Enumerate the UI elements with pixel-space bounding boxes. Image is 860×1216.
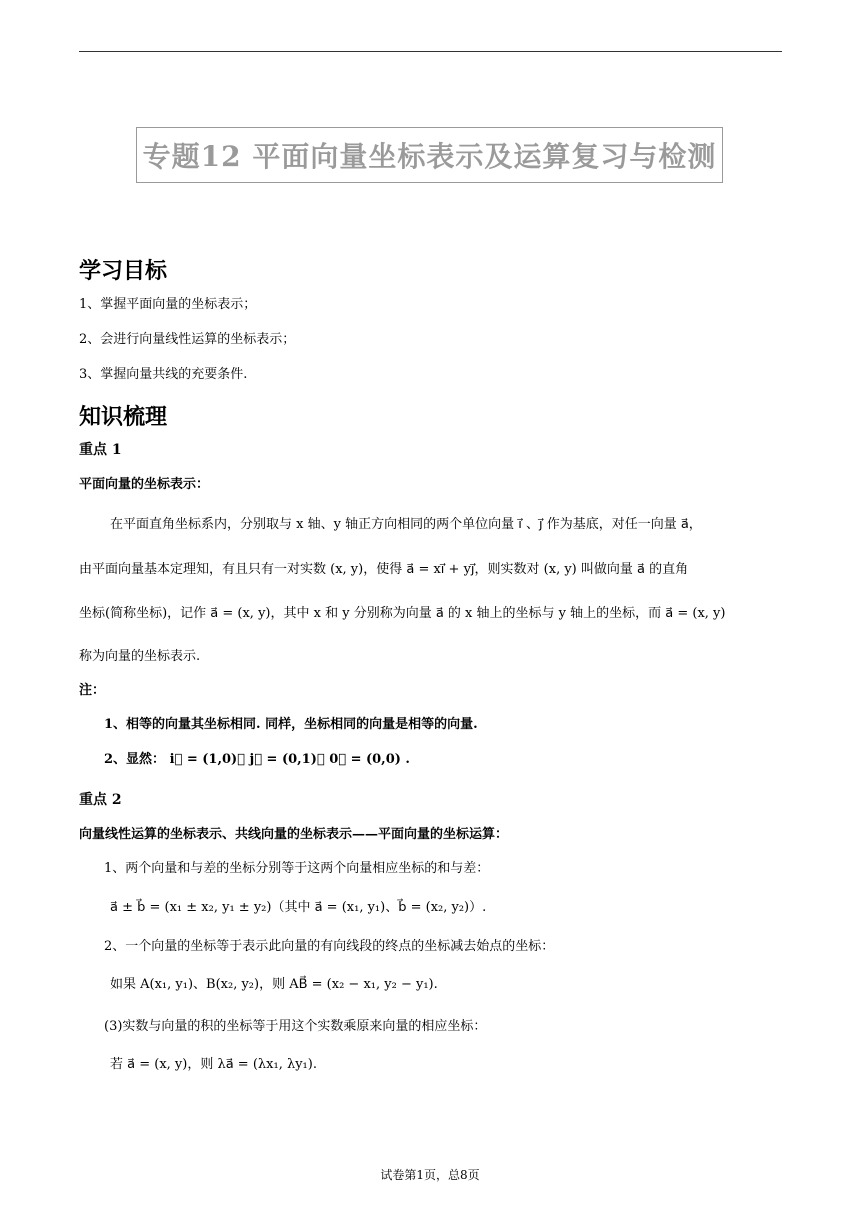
note-label: 注：	[79, 683, 106, 698]
kp2-item-1: 1、两个向量和与差的坐标分别等于这两个向量相应坐标的和与差：	[104, 861, 490, 876]
page-title: 专题12 平面向量坐标表示及运算复习与检测	[142, 140, 717, 173]
title-box	[136, 127, 723, 183]
kp2-item-3: (3)实数与向量的积的坐标等于用这个实数乘原来向量的相应坐标：	[104, 1019, 487, 1034]
goal-item: 3、掌握向量共线的充要条件.	[79, 367, 248, 382]
kp1-line-3: 坐标(简称坐标)，记作 a⃗ = (x, y)，其中 x 和 y 分别称为向量 a⃗ 的 x 轴上的坐标与 y 轴上的坐标，而 a⃗ = (x, y)	[79, 606, 726, 621]
kp2-item-2: 2、一个向量的坐标等于表示此向量的有向线段的终点的坐标减去始点的坐标：	[104, 939, 555, 954]
kp2-subheading: 向量线性运算的坐标表示、共线向量的坐标表示——平面向量的坐标运算：	[79, 827, 509, 842]
kp2-formula-2: 如果 A(x₁, y₁)、B(x₂, y₂)，则 AB⃗ = (x₂ − x₁, y₂ − y₁).	[110, 977, 438, 992]
header-rule	[79, 51, 782, 52]
section-heading-knowledge: 知识梳理	[79, 404, 168, 430]
kp1-heading: 重点 1	[79, 442, 122, 458]
note-item-1: 1、相等的向量其坐标相同. 同样，坐标相同的向量是相等的向量.	[104, 717, 478, 732]
kp1-line-2: 由平面向量基本定理知，有且只有一对实数 (x, y)，使得 a⃗ = xi⃗ + yj⃗，则实数对 (x, y) 叫做向量 a⃗ 的直角	[79, 562, 689, 577]
kp1-line-4: 称为向量的坐标表示.	[79, 649, 201, 664]
kp2-formula-3: 若 a⃗ = (x, y)，则 λa⃗ = (λx₁, λy₁).	[110, 1057, 317, 1072]
page-footer: 试卷第1页，总8页	[380, 1168, 480, 1182]
goal-item: 1、掌握平面向量的坐标表示；	[79, 297, 257, 312]
kp1-subheading: 平面向量的坐标表示：	[79, 477, 210, 492]
goal-item: 2、会进行向量线性运算的坐标表示；	[79, 332, 296, 347]
section-heading-goals: 学习目标	[79, 258, 168, 284]
note-item-2: 2、显然： i⃗ = (1,0)， j⃗ = (0,1)， 0⃗ = (0,0) .	[104, 752, 410, 767]
kp1-line-1: 在平面直角坐标系内，分别取与 x 轴、y 轴正方向相同的两个单位向量 i⃗ 、j⃗ 作为基底，对任一向量 a⃗，	[110, 517, 702, 532]
kp2-formula-1: a⃗ ± b⃗ = (x₁ ± x₂, y₁ ± y₂)（其中 a⃗ = (x₁, y₁)、b⃗ = (x₂, y₂)）.	[110, 900, 487, 915]
kp2-heading: 重点 2	[79, 792, 122, 808]
